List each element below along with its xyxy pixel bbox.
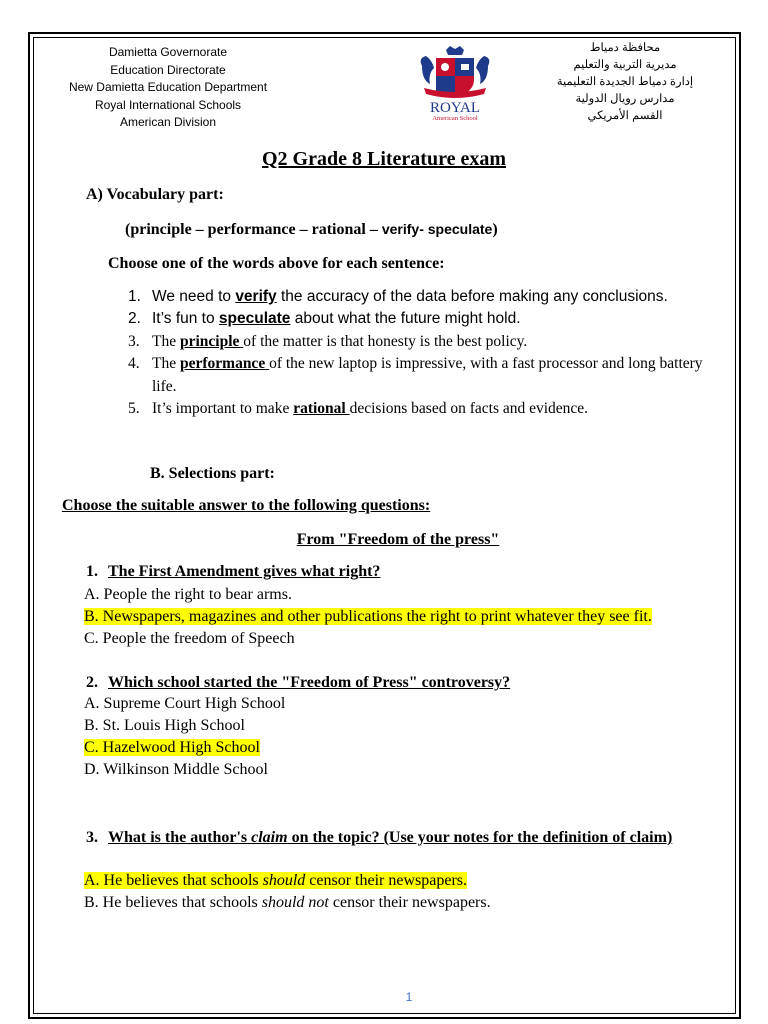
question-3	[86, 827, 686, 849]
vocab-post: about what the future might hold.	[290, 310, 521, 328]
vocab-sentence	[128, 286, 718, 308]
logo-text: ROYAL	[429, 100, 481, 116]
answer-option	[84, 693, 285, 715]
header-right	[540, 40, 710, 125]
vocab-answer: speculate	[218, 310, 291, 328]
question-number: 1.	[86, 563, 98, 580]
question-text-italic: claim	[251, 829, 288, 846]
answer-text: D. Wilkinson Middle School	[84, 761, 268, 778]
vocab-post: of the matter is that honesty is the best policy.	[243, 332, 528, 350]
answer-option	[84, 715, 285, 737]
word-bank-part2: verify- speculate	[381, 221, 493, 237]
vocab-pre: The	[152, 355, 180, 373]
vocab-sentence	[128, 398, 718, 420]
vocab-pre: It’s fun to	[152, 310, 219, 328]
answer-option-correct	[84, 737, 285, 759]
answer-text: B. Newspapers, magazines and other publications the right to print whatever they see fit.	[84, 608, 652, 625]
vocab-answer: principle	[179, 332, 244, 350]
answer-option	[84, 892, 491, 914]
answer-option	[84, 628, 652, 650]
question-text-pre: What is the author's	[108, 829, 252, 846]
question-text	[108, 827, 672, 849]
question-2-answers	[84, 693, 285, 781]
exam-title: Q2 Grade 8 Literature exam	[261, 148, 506, 170]
answer-text: A. Supreme Court High School	[84, 695, 286, 712]
answer-option	[84, 584, 652, 606]
word-bank	[125, 221, 498, 239]
header-left	[48, 44, 288, 132]
school-logo	[412, 44, 498, 122]
vocab-number: 3.	[128, 332, 140, 350]
answer-option-correct	[84, 870, 491, 892]
vocab-number: 2.	[128, 310, 141, 328]
answer-option-correct	[84, 606, 652, 628]
logo-subtext: American School	[432, 115, 478, 122]
answer-option	[84, 759, 285, 781]
header-left-line: American Division	[119, 115, 217, 130]
vocab-sentence	[128, 331, 718, 353]
vocab-post: of the new laptop is impressive, with a fast processor and long battery life.	[152, 355, 703, 395]
page-number: 1	[405, 990, 413, 1004]
page-border-inner	[33, 37, 736, 1014]
question-1	[86, 563, 380, 581]
vocab-sentence	[128, 308, 718, 330]
question-2	[86, 674, 510, 692]
section-a-heading: A) Vocabulary part:	[86, 186, 224, 203]
vocab-sentence	[128, 353, 718, 398]
answer-text-italic: should not	[261, 894, 329, 911]
story-title: From "Freedom of the press"	[296, 531, 500, 548]
question-1-answers	[84, 584, 652, 650]
vocab-answer: performance	[179, 355, 270, 373]
answer-text: C. People the freedom of Speech	[84, 630, 295, 647]
question-text: The First Amendment gives what right?	[108, 563, 381, 580]
vocab-post: the accuracy of the data before making any conclusions.	[276, 288, 668, 305]
answer-text-pre: A. He believes that schools	[84, 872, 263, 889]
vocab-answer: rational	[293, 400, 350, 418]
vocab-number: 4.	[128, 355, 140, 373]
vocab-number: 1.	[128, 288, 141, 305]
header-left-line: Royal International Schools	[94, 97, 242, 112]
question-text-post: on the topic? (Use your notes for the definition of claim)	[287, 829, 673, 846]
answer-text: A. People the right to bear arms.	[84, 586, 292, 603]
header-right-line: مدارس رويال الدولية	[575, 93, 675, 105]
question-text: Which school started the "Freedom of Press" controversy?	[108, 674, 511, 691]
word-bank-part1: (principle – performance – rational –	[125, 221, 382, 238]
vocab-pre: We need to	[152, 288, 236, 305]
vocab-pre: It’s important to make	[152, 400, 294, 418]
vocab-instruction: Choose one of the words above for each sentence:	[108, 255, 445, 272]
answer-text-italic: should	[262, 872, 306, 889]
vocab-answer: verify	[235, 288, 277, 305]
answer-text: C. Hazelwood High School	[84, 739, 260, 756]
header-right-line: إدارة دمياط الجديدة التعليمية	[556, 76, 694, 88]
selections-instruction: Choose the suitable answer to the following questions:	[62, 497, 431, 514]
vocab-post: decisions based on facts and evidence.	[349, 400, 589, 418]
vocab-sentence-list	[128, 286, 718, 420]
section-b-heading: B. Selections part:	[150, 465, 275, 482]
question-number: 2.	[86, 674, 98, 691]
header-right-line: القسم الأمريكي	[587, 110, 663, 122]
header-left-line: Education Directorate	[110, 62, 226, 77]
vocab-number: 5.	[128, 400, 140, 418]
header-left-line: New Damietta Education Department	[68, 80, 268, 95]
answer-text-pre: B. He believes that schools	[84, 894, 262, 911]
vocab-pre: The	[152, 332, 180, 350]
question-number: 3.	[86, 829, 98, 846]
question-3-answers	[84, 870, 491, 914]
header-left-line: Damietta Governorate	[108, 45, 228, 59]
answer-text-post: censor their newspapers.	[328, 894, 491, 911]
header-right-line: مديرية التربية والتعليم	[573, 59, 677, 71]
answer-text-post: censor their newspapers.	[305, 872, 468, 889]
header-right-line: محافظة دمياط	[589, 42, 661, 54]
word-bank-close: )	[492, 221, 498, 238]
answer-text: B. St. Louis High School	[84, 717, 245, 734]
